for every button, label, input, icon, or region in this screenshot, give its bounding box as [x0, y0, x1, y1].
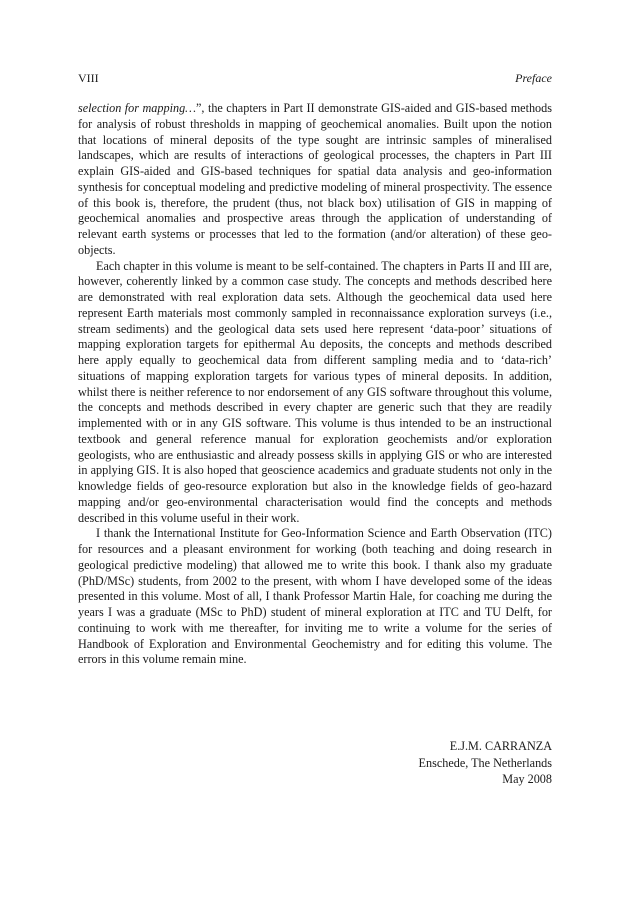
paragraph-1	[78, 101, 552, 259]
page-number: VIII	[78, 71, 99, 85]
italic-lead: selection for mapping…	[78, 101, 196, 115]
author-place: Enschede, The Netherlands	[418, 755, 552, 770]
running-header	[78, 71, 552, 87]
author-date: May 2008	[502, 772, 552, 786]
preface-body	[78, 101, 552, 668]
paragraph-3: I thank the International Institute for Geo-Information Science and Earth Observation (ITC) for resources and a pleasant environment for working (both teaching and doing research in geological predictive modeling) that allowed me to write this book. I thank also my graduate (PhD/MSc) students, from 2002 to the present, with whom I have developed some of the ideas presented in this volume. Most of all, I thank Professor Martin Hale, for coaching me during the years I was a graduate (MSc to PhD) student of mineral exploration at ITC and TU Delft, for continuing to work with me thereafter, for inviting me to write a volume for the series of Handbook of Exploration and Environmental Geochemistry and for editing this volume. The errors in this volume remain mine.	[78, 526, 552, 667]
author-name: E.J.M. CARRANZA	[449, 739, 552, 753]
paragraph-2: Each chapter in this volume is meant to be self-contained. The chapters in Parts II and III are, however, coherently linked by a common case study. The concepts and methods described here are demonstrated with real exploration data sets. Although the geochemical data used here represent Earth materials most commonly sampled in reconnaissance exploration surveys (i.e., stream sediments) and the geological data sets used here represent ‘data-poor’ situations of mapping exploration targets for epithermal Au deposits, the concepts and methods described here apply equally to geochemical data from different sampling media and to ‘data-rich’ situations of mapping exploration targets for various types of mineral deposits. In addition, whilst there is neither reference to nor endorsement of any GIS software throughout this volume, the concepts and methods described in every chapter are generic such that they are readily implemented with or in any GIS software. This volume is thus intended to be an instructional textbook and general reference manual for exploration geochemists and/or exploration geologists, who are enthusiastic and already possess skills in applying GIS or who are interested in applying GIS. It is also hoped that geoscience academics and graduate students not only in the knowledge fields of geo-resource exploration but also in the knowledge fields of geo-hazard mapping and/or geo-environmental characterisation would find the concepts and methods described in this volume useful in their work.	[78, 258, 552, 525]
section-title: Preface	[515, 71, 552, 85]
paragraph-1-text: ”, the chapters in Part II demonstrate GIS-aided and GIS-based methods for analysis of robust thresholds in mapping of geochemical anomalies. Built upon the notion that locations of mineral deposits of the type sought are intrinsic samples of mineralised landscapes, which are results of interactions of geological processes, the chapters in Part III explain GIS-aided and GIS-based techniques for spatial data analysis and geo-information synthesis for conceptual modeling and predictive modeling of mineral prospectivity. The essence of this book is, therefore, the prudent (thus, not black box) utilisation of GIS in mapping of geochemical anomalies and prospective areas through the application of understanding of relevant earth systems or processes that led to the formation (and/or alteration) of these geo-objects.	[78, 101, 552, 257]
author-signature	[252, 738, 552, 788]
